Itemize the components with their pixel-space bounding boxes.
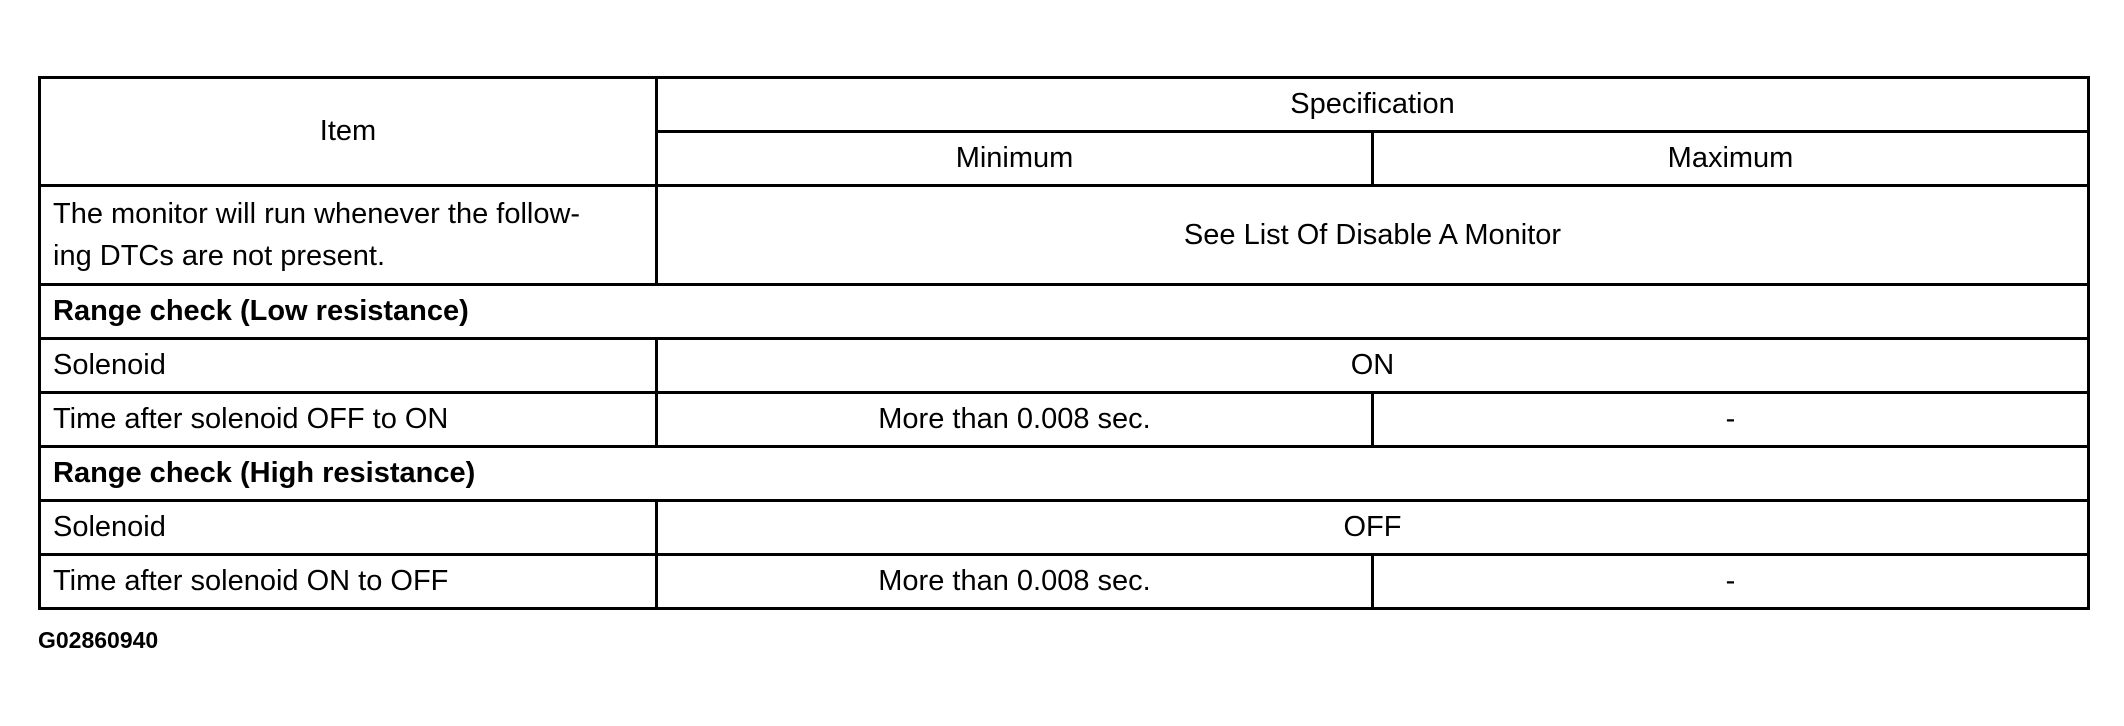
figure-id: G02860940 bbox=[38, 627, 159, 653]
row-minimum-cell: More than 0.008 sec. bbox=[657, 393, 1373, 447]
row-item-line: The monitor will run whenever the follow- bbox=[53, 197, 581, 230]
row-spec-cell: See List Of Disable A Monitor bbox=[657, 186, 2089, 285]
row-minimum-cell: More than 0.008 sec. bbox=[657, 555, 1373, 609]
row-spec-cell: OFF bbox=[657, 501, 2089, 555]
header-item: Item bbox=[40, 78, 657, 186]
row-item-cell: Solenoid bbox=[40, 501, 657, 555]
section-row bbox=[40, 285, 2089, 339]
header-minimum: Minimum bbox=[657, 132, 1373, 186]
row-item-cell: Time after solenoid OFF to ON bbox=[40, 393, 657, 447]
section-title: Range check (Low resistance) bbox=[40, 285, 2089, 339]
table-row bbox=[40, 393, 2089, 447]
table-row bbox=[40, 501, 2089, 555]
section-title: Range check (High resistance) bbox=[40, 447, 2089, 501]
row-item-cell: Time after solenoid ON to OFF bbox=[40, 555, 657, 609]
row-maximum-cell: - bbox=[1373, 393, 2089, 447]
table-header-row bbox=[40, 78, 2089, 132]
table-row bbox=[40, 339, 2089, 393]
header-maximum: Maximum bbox=[1373, 132, 2089, 186]
row-item-cell: Solenoid bbox=[40, 339, 657, 393]
table-row bbox=[40, 186, 2089, 285]
row-spec-cell: ON bbox=[657, 339, 2089, 393]
section-row bbox=[40, 447, 2089, 501]
specification-table bbox=[38, 76, 2090, 610]
table-row bbox=[40, 555, 2089, 609]
row-item-line: ing DTCs are not present. bbox=[53, 240, 386, 272]
row-maximum-cell: - bbox=[1373, 555, 2089, 609]
row-item-cell bbox=[40, 186, 657, 285]
header-specification: Specification bbox=[657, 78, 2089, 132]
